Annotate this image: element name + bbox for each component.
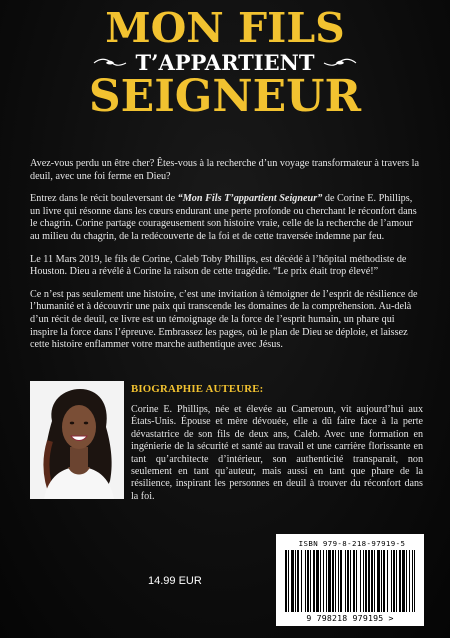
isbn-label: ISBN 979-8-218-97919-5 [298, 539, 406, 548]
synopsis-paragraph-3: Le 11 Mars 2019, le fils de Corine, Caleb Toby Phillips, est décédé à l’hôpital méthodiste de Houston. Dieu a révélé à Corine la raison de cette tragédie. “Le prix était trop élevé!” [30, 253, 407, 278]
barcode-bar [412, 550, 413, 612]
barcode-bar [377, 550, 380, 612]
barcode-bar [406, 550, 407, 612]
barcode-bar [363, 550, 364, 612]
barcode-bar [335, 550, 336, 612]
barcode-bar [371, 550, 373, 612]
barcode-bar [332, 550, 334, 612]
barcode-bar [409, 550, 410, 612]
author-bio-heading: BIOGRAPHIE AUTEURE: [131, 383, 264, 395]
barcode-bar [340, 550, 342, 612]
barcode-bar [338, 550, 339, 612]
barcode-bar [347, 550, 349, 612]
barcode-bar [356, 550, 357, 612]
barcode-bar [301, 550, 302, 612]
synopsis-paragraph-4: Ce n’est pas seulement une histoire, c’est une invitation à témoigner de l’esprit de résilience de l’humanité et à découvrir une paix qui transcende les domaines de la compréhension. Au-delà d’un récit de deuil, ce livre est un témoignage de la force de l’esprit humain, un phare qui inspire la force dans l’épreuve. Embrassez les pages, où le plan de Dieu se déploie, et laissez cette histoire enflammer votre marche authentique avec Jésus. [30, 288, 418, 351]
title-line-1: MON FILS [105, 4, 345, 52]
barcode-bar [402, 550, 405, 612]
barcode-bar [387, 550, 388, 612]
title-line-3: SEIGNEUR [88, 71, 362, 122]
barcode-bar [320, 550, 321, 612]
barcode-bar [350, 550, 351, 612]
barcode-bar [297, 550, 299, 612]
synopsis [30, 158, 424, 362]
barcode-bar [383, 550, 385, 612]
author-bio-text: Corine E. Phillips, née et élevée au Cameroun, vit aujourd’hui aux États-Unis. Épouse et mère dévouée, elle a dû faire face à la perte dévastatrice de son fils de deux ans, Caleb. Avec une formation en ingénierie de la sécurité et santé au travail et une carrière florissante en tant qu’architecte d’intérieur, son authenticité transparait, non seulement en tant qu’auteur, mais aussi en tant que phare de la résilience, inspirant les personnes en deuil à trouver du réconfort dans la foi. [131, 404, 423, 502]
barcode-bar [313, 550, 315, 612]
barcode-bar [381, 550, 382, 612]
synopsis-paragraph-2: Entrez dans le récit bouleversant de “Mon Fils T’appartient Seigneur” de Corine E. Phillips, un livre qui résonne dans les cœurs endurant une perte profonde ou cherchant le réconfort dans le chagrin. Corine partage courageusement son histoire vraie, celle de la recherche de l’amour au milieu du chagrin, de la redécouverte de la foi et de cette traversée indemne par feu. [30, 193, 417, 242]
barcode-bar [374, 550, 375, 612]
barcode-bar [323, 550, 324, 612]
barcode-bar [353, 550, 355, 612]
barcode-bar [391, 550, 392, 612]
barcode-bar [396, 550, 397, 612]
barcode-bar [328, 550, 331, 612]
ornament-flourish-icon [92, 57, 128, 69]
barcode-bar [360, 550, 361, 612]
barcode-bars [285, 550, 415, 614]
book-title-inline: “Mon Fils T’appartient Seigneur” [177, 193, 323, 205]
barcode-bar [365, 550, 367, 612]
ornament-flourish-icon [322, 57, 358, 69]
title-line-2-row [0, 52, 450, 73]
price-label: 14.99 EUR [148, 575, 202, 587]
book-title [0, 4, 450, 122]
title-line-2: T’APPARTIENT [135, 50, 315, 75]
barcode-bar [368, 550, 370, 612]
barcode-bar [305, 550, 306, 612]
isbn-barcode [276, 534, 424, 626]
barcode-bar [393, 550, 395, 612]
barcode-digits: 9 798218 979195 > [306, 613, 394, 623]
barcode-bar [414, 550, 415, 612]
barcode-bar [288, 550, 289, 612]
author-photo [30, 381, 124, 499]
barcode-bar [295, 550, 296, 612]
barcode-bar [316, 550, 319, 612]
barcode-bar [310, 550, 311, 612]
barcode-bar [345, 550, 346, 612]
barcode-bar [285, 550, 287, 612]
synopsis-paragraph-1: Avez-vous perdu un être cher? Êtes-vous à la recherche d’un voyage transformateur à travers la deuil, avec une foi ferme en Dieu? [30, 158, 420, 182]
barcode-bar [307, 550, 309, 612]
barcode-bar [291, 550, 294, 612]
barcode-bar [399, 550, 401, 612]
barcode-bar [326, 550, 327, 612]
